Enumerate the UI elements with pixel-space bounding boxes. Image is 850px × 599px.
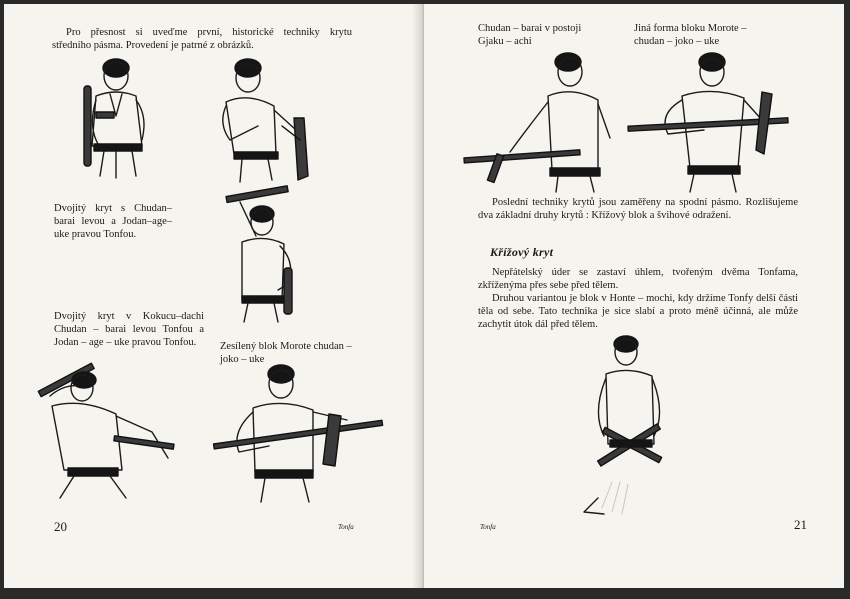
intro-line-1: Pro přesnost si uveďme první, historické techniky krytu: [66, 27, 352, 38]
right-page: [424, 4, 844, 588]
para-cross-block-1: Nepřátelský úder se zastaví úhlem, tvořeným dvěma Tonfama, zkříženýma přes sebe před tělem.: [478, 267, 798, 291]
heading-cross-block: Křížový kryt: [490, 245, 554, 259]
figure-morote-chudan-joko-uke: [209, 362, 389, 507]
figure-morote-other-form: [628, 50, 788, 195]
page-number-right: 21: [794, 517, 807, 532]
para-cross-block-2: Druhou variantou je blok v Honte – mochi, kdy držíme Tonfy delší části těla od sebe. Tato technika je sice slabí a proto méně účinná, ale může zachytit útok dál před tělem.: [478, 293, 798, 330]
caption-double-block-1: Dvojitý kryt s Chudan–barai levou a Jodan–age–uke pravou Tonfou.: [54, 203, 172, 240]
figure-chudan-barai-gjaku-achi: [460, 50, 630, 195]
running-head-right: Tonfa: [480, 523, 496, 531]
page-number-left: 20: [54, 519, 67, 534]
figure-jodan-age-uke: [212, 184, 312, 324]
caption-morote-block: Jiná forma bloku Morote – chudan – joko – uke: [634, 23, 747, 47]
intro-text: [52, 26, 352, 52]
intro-line-2: středního pásma. Provedení je patrné z obrázků.: [52, 40, 254, 51]
book-spread: [4, 4, 844, 588]
figure-side-chudan-barai: [212, 56, 317, 186]
figure-front-double-tonfa: [76, 56, 166, 181]
para-last-techniques: Poslední techniky krytů jsou zaměřeny na spodní pásmo. Rozlišujeme dva základní druhy krytů : Křížový blok a švihové odražení.: [478, 197, 798, 221]
caption-chudan-barai: Chudan – barai v postoji Gjaku – achi: [478, 23, 582, 47]
left-page: [4, 4, 420, 588]
figure-kokucu-dachi-block: [34, 358, 184, 503]
caption-double-block-2: Dvojitý kryt v Kokucu–dachi Chudan – barai levou Tonfou a Jodan – age – uke pravou Tonfou.: [54, 311, 204, 348]
running-head-left: Tonfa: [338, 523, 354, 531]
caption-reinforced-block: Zesílený blok Morote chudan – joko – uke: [220, 341, 352, 365]
figure-cross-block: [574, 332, 684, 517]
